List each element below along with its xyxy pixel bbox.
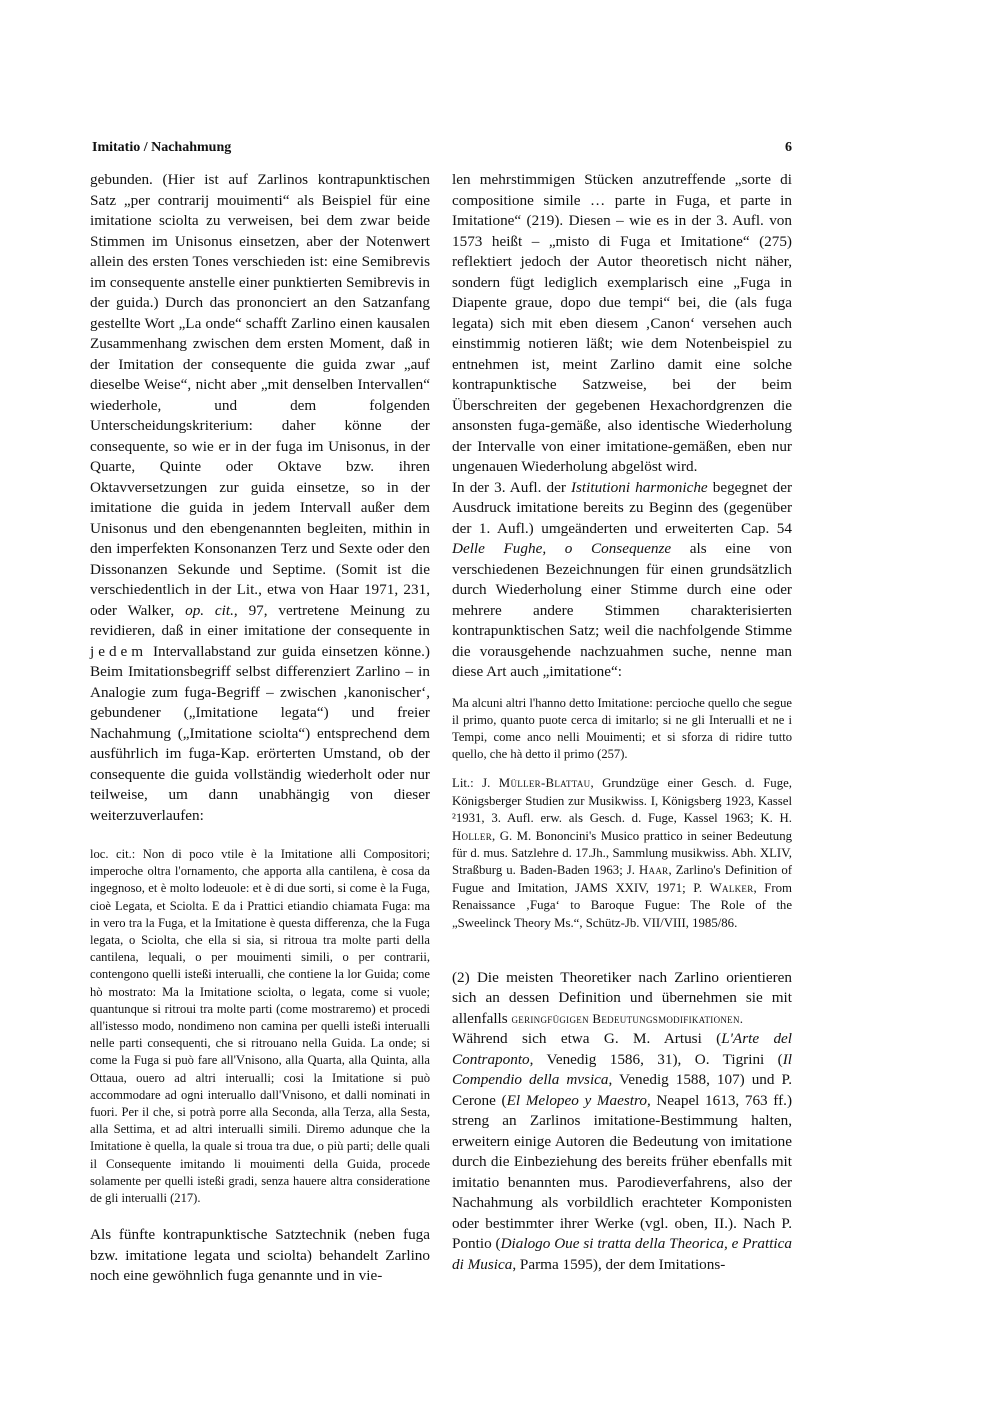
right-column [452, 170, 792, 1275]
latin-quotation: loc. cit.: Non di poco vtile è la Imitatione alli Compositori; imperoche oltra l'ornamento, che apporta alla cantilena, è cosa da ingegnoso, et è molto lodeuole: et è di due sorti, si come è la Fuga, cioè Legata, et Sciolta. E da i Prattici etiandio chiamata Fuga: ma in vero tra la Fuga, et la Imitatione è questa differenza, che la Fuga legata, o Sciolta, che ella si sia, si ritroua tra molte parti della cantilena, lequali, o per mouimenti simili, o per contrarii, contengono quelli isteßi interualli, che contiene la lor Guida; come hò mostrato: Ma la Imitatione sciolta, o legata, come si vuole; quantunque si ritroui tra molte parti (come mostraremo) et procedi all'istesso modo, nondimeno non camina per quelli isteßi interualli nelle parti consequenti, che si ritrouano nella Guida. La onde; si come la Fuga si può fare all'Vnisono, alla Quarta, alla Quinta, alla Ottaua, ouero ad altri interualli; cosi la Imitatione si può accommodare ad ogni interuallo dall'Vnisono, et dalli nominati in fuori. Per il che, si potrà porre alla Seconda, alla Terza, alla Sesta, alla Settima, et ad altri interualli simili. Diremo adunque che la Imitatione è quella, la quale si troua tra due, o più parti; delle quali il Consequente imitando li mouimenti della Guida, procede solamente per quelli isteßi gradi, senza hauere altra consideratione de gli interualli (217). [90, 847, 430, 1206]
running-title: Imitatio / Nachahmung [92, 140, 232, 155]
running-header [92, 140, 792, 160]
body-paragraph: Als fünfte kontrapunktische Satztechnik (neben fuga bzw. imitatione legata und sciolta) behandelt Zarlino noch eine gewöhnlich fuga genannte und in vie- [90, 1226, 430, 1285]
italian-quotation: Ma alcuni altri l'hanno detto Imitatione: percioche quello che segue il primo, quanto puote cerca di imitarlo; si ne gli Interualli et ne i Tempi, come anco nelli Mouimenti; et si sforza di ridire tutto quello, che hà detto il primo (257). [452, 695, 792, 762]
page-number: 6 [785, 140, 792, 155]
body-paragraph: len mehrstimmigen Stücken anzutreffende „sorte di compositione simile … parte in Fuga, et parte in Imitatione“ (219). Diesen – wie es in der 3. Aufl. von 1573 heißt – „misto di Fuga et Imitatione“ (275) reflektiert jedoch der Autor theoretisch nicht näher, sondern fügt lediglich exemplarisch eine „Fuga in Diapente graue, dopo due tempi“ bei, die (als fuga legata) sich mit eben diesem ‚Canon‘ versehen auch einstimmig notieren läßt; wie dem Notenbeispiel zu entnehmen ist, meint Zarlino damit eine solche kontrapunktische Satzweise, bei der beim Überschreiten der gegebenen Hexachordgrenzen die ansonsten fuga-gemäße, also identische Wiederholung der Intervalle von einer imitatione-gemäßen, eben nur ungenauen Wiederholung abgelöst wird. [452, 171, 792, 475]
body-paragraph: Während sich etwa G. M. Artusi (L'Arte del Contraponto, Venedig 1586, 31), O. Tigrini (Il Compendio della mvsica, Venedig 1588, 107) und P. Cerone (El Melopeo y Maestro, Neapel 1613, 763 ff.) streng an Zarlinos imitatione-Bestimmung halten, erweitern einige Autoren die Bedeutung von imitatione durch die Einbeziehung des bereits früher ebenfalls mit imitatio benannten mus. Parodieverfahrens, also der Nachahmung als vorbildlich erachteter Komponisten oder bestimmter ihrer Werke (vgl. oben, II.). Nach P. Pontio (Dialogo Oue si tratta della Theorica, e Prattica di Musica, Parma 1595), der dem Imitations- [452, 1030, 792, 1273]
literature-list: Lit.: J. Müller-Blattau, Grundzüge einer Gesch. d. Fuge, Königsberger Studien zur Musikwiss. I, Königsberg 1923, Kassel ²1931, 3. Aufl. erw. als Gesch. d. Fuge, Kassel 1963; K. H. Holler, G. M. Bononcini's Musico prattico in seiner Bedeutung für d. mus. Satzlehre d. 17.Jh., Sammlung musikwiss. Abh. XLIV, Straßburg u. Baden-Baden 1963; J. Haar, Zarlino's Definition of Fugue and Imitation, JAMS XXIV, 1971; P. Walker, From Renaissance ‚Fuga‘ to Baroque Fugue: The Role of the „Sweelinck Theory Ms.“, Schütz-Jb. VII/VIII, 1985/86. [452, 776, 792, 930]
body-paragraph: gebunden. (Hier ist auf Zarlinos kontrapunktischen Satz „per contrarij mouimenti“ als Beispiel für eine imitatione sciolta zu verweisen, bei dem zwar beide Stimmen im Unisonus einsetzen, aber der Notenwert allein des ersten Tones verschieden ist: eine Semibrevis im consequente anstelle einer punktierten Semibrevis in der guida.) Durch das prononciert an den Satzanfang gestellte Wort „La onde“ schafft Zarlino einen kausalen Zusammenhang zwischen dem ersten Moment, daß in der Imitation der consequente die guida zwar „auf dieselbe Weise“, nicht aber „mit denselben Intervallen“ wiederhole, und dem folgenden Unterscheidungskriterium: daher könne der consequente, so wie er in der fuga im Unisonus, in der Quarte, Quinte oder Oktave bzw. ihren Oktavversetzungen zur guida einsetze, so in der imitatione die guida in jedem Intervall außer dem Unisonus und den ebengenannten begleiten, mithin in den imperfekten Konsonanzen Terz und Sexte oder den Dissonanzen Sekunde und Septime. (Somit ist die verschiedentlich in der Lit., etwa von Haar 1971, 231, oder Walker, op. cit., 97, vertretene Meinung zu revidieren, daß in einer imitatione der consequente in jedem Intervallabstand zur guida einsetzen könne.) Beim Imitationsbegriff selbst differenziert Zarlino – in Analogie zum fuga-Begriff – zwischen ‚kanonischer‘, gebundener („Imitatione legata“) und freier Nachahmung („Imitatione sciolta“) entsprechend dem ausführlich im fuga-Kap. erörterten Umstand, ob der consequente die guida vollständig wiederholt oder nur teilweise, um dann unabhängig von dieser weiterzuverlaufen: [90, 171, 431, 824]
section-heading-paragraph: (2) Die meisten Theoretiker nach Zarlino orientieren sich an dessen Definition und übernehmen sie mit allenfalls geringfügigen Bedeutungsmodifikationen. [452, 968, 792, 1027]
left-column [90, 170, 430, 1287]
body-paragraph: In der 3. Aufl. der Istitutioni harmoniche begegnet der Ausdruck imitatione bereits zu Beginn des (gegenüber der 1. Aufl.) umgeänderten und erweiterten Cap. 54 Delle Fughe, o Consequenze als eine von verschiedenen Bezeichnungen für einen grundsätzlich durch Wiederholung einer Stimme durch eine oder mehrere andere Stimmen charakterisierten kontrapunktischen Satz; weil die nachfolgende Stimme die vorausgehende nachzuahmen suche, nenne man diese Art auch „imitatione“: [452, 478, 793, 680]
